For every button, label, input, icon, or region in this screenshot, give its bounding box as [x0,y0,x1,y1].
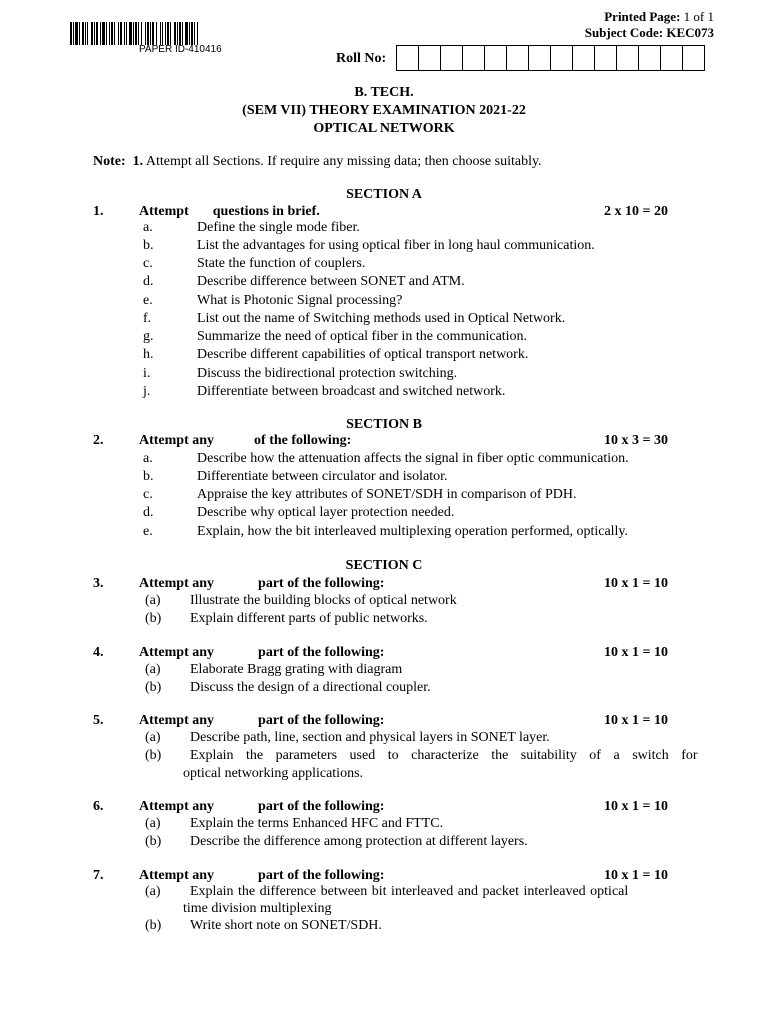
question-number: 2. [93,433,104,448]
instruction-end: questions in brief. [212,204,320,219]
part-text: Illustrate the building blocks of optical network [190,593,457,608]
instruction-start: Attempt [139,204,189,219]
roll-no-box[interactable] [396,45,419,71]
question-number: 4. [93,645,104,660]
instruction-end: of the following: [254,433,352,448]
part-letter: (b) [145,834,162,849]
question-marks: 10 x 1 = 10 [604,576,668,591]
subject-title: OPTICAL NETWORK [313,121,455,136]
instruction-end: part of the following: [258,576,385,591]
part-text: Explain the difference between bit interleaved and packet interleaved optical [190,884,629,899]
item-text: Summarize the need of optical fiber in the communication. [197,329,528,344]
question-instruction [139,868,384,884]
part-letter: (a) [145,816,161,831]
question-instruction [139,645,384,661]
instruction-end: part of the following: [258,645,385,660]
question-instruction [139,799,384,815]
item-letter: d. [143,505,154,520]
section-b-title: SECTION B [346,417,422,432]
item-letter: e. [143,293,153,308]
question-marks: 10 x 1 = 10 [604,713,668,728]
item-text: List the advantages for using optical fiber in long haul communication. [197,238,595,253]
item-letter: b. [143,469,154,484]
note-text: Attempt all Sections. If require any missing data; then choose suitably. [145,154,542,169]
item-text: Appraise the key attributes of SONET/SDH in comparison of PDH. [197,487,577,502]
roll-no-box[interactable] [440,45,463,71]
instruction-start: Attempt any [139,799,215,814]
item-text: Describe different capabilities of optical transport network. [197,347,529,362]
question-number: 3. [93,576,104,591]
item-text: Differentiate between broadcast and switched network. [197,384,506,399]
part-text: Explain different parts of public networks. [190,611,428,626]
roll-no-box[interactable] [484,45,507,71]
item-letter: d. [143,274,154,289]
question-instruction [139,433,351,449]
part-letter: (a) [145,884,161,899]
part-letter: (b) [145,918,162,933]
question-instruction [139,204,320,220]
printed-page-value: 1 of 1 [683,9,714,24]
roll-no-box[interactable] [682,45,705,71]
part-text: Describe path, line, section and physical layers in SONET layer. [190,730,550,745]
question-marks: 10 x 1 = 10 [604,868,668,883]
item-letter: a. [143,451,153,466]
item-text: Differentiate between circulator and isolator. [197,469,448,484]
note-label: Note: [93,154,126,169]
roll-no-box[interactable] [506,45,529,71]
item-text: Explain, how the bit interleaved multiplexing operation performed, optically. [197,524,629,539]
printed-page [604,9,714,25]
question-instruction [139,576,384,592]
instruction-start: Attempt any [139,433,215,448]
question-marks: 2 x 10 = 20 [604,204,668,219]
subject-code-value: KEC073 [666,25,714,40]
item-letter: j. [143,384,151,399]
barcode [70,22,299,45]
instruction-start: Attempt any [139,713,215,728]
question-number: 1. [93,204,104,219]
part-text: Explain the parameters used to characterize the suitability of a switch for [190,748,698,763]
part-letter: (b) [145,680,162,695]
question-number: 5. [93,713,104,728]
printed-page-label: Printed Page: [604,9,681,24]
roll-no-box[interactable] [594,45,617,71]
part-letter: (b) [145,611,162,626]
instruction-end: part of the following: [258,713,385,728]
item-text: What is Photonic Signal processing? [197,293,403,308]
instruction-start: Attempt any [139,868,215,883]
item-letter: h. [143,347,154,362]
item-text: Describe why optical layer protection needed. [197,505,455,520]
roll-no-box[interactable] [418,45,441,71]
roll-no-box[interactable] [638,45,661,71]
question-marks: 10 x 1 = 10 [604,799,668,814]
part-text: Elaborate Bragg grating with diagram [190,662,403,677]
note-number: 1. [132,154,144,169]
item-letter: f. [143,311,152,326]
roll-no-box[interactable] [616,45,639,71]
item-text: List out the name of Switching methods used in Optical Network. [197,311,566,326]
item-letter: c. [143,487,153,502]
part-text-continued: time division multiplexing [183,901,332,916]
roll-no-box[interactable] [462,45,485,71]
part-letter: (a) [145,730,161,745]
item-letter: e. [143,524,153,539]
item-letter: g. [143,329,154,344]
item-text: State the function of couplers. [197,256,366,271]
part-text: Explain the terms Enhanced HFC and FTTC. [190,816,444,831]
part-text: Discuss the design of a directional coupler. [190,680,431,695]
exam-title: (SEM VII) THEORY EXAMINATION 2021-22 [242,103,526,118]
item-text: Describe difference between SONET and ATM. [197,274,465,289]
item-text: Define the single mode fiber. [197,220,360,235]
roll-no-box[interactable] [660,45,683,71]
roll-no-label: Roll No: [336,51,387,66]
part-letter: (a) [145,662,161,677]
question-number: 7. [93,868,104,883]
section-a-title: SECTION A [346,187,422,202]
degree-title: B. TECH. [354,85,414,100]
subject-code-label: Subject Code: [584,25,664,40]
item-text: Describe how the attenuation affects the signal in fiber optic communication. [197,451,629,466]
instruction-end: part of the following: [258,868,385,883]
instruction-start: Attempt any [139,645,215,660]
roll-no-box[interactable] [572,45,595,71]
question-marks: 10 x 1 = 10 [604,645,668,660]
section-c-title: SECTION C [345,558,423,573]
item-letter: a. [143,220,153,235]
part-text-continued: optical networking applications. [183,766,364,781]
part-text: Describe the difference among protection at different layers. [190,834,528,849]
part-letter: (b) [145,748,162,763]
roll-no-box[interactable] [550,45,573,71]
question-number: 6. [93,799,104,814]
question-marks: 10 x 3 = 30 [604,433,668,448]
roll-no-boxes[interactable] [397,45,705,71]
part-letter: (a) [145,593,161,608]
item-letter: i. [143,366,151,381]
item-text: Discuss the bidirectional protection switching. [197,366,458,381]
subject-code [585,25,714,41]
item-letter: c. [143,256,153,271]
paper-id: PAPER ID-410416 [139,44,222,55]
item-letter: b. [143,238,154,253]
part-text: Write short note on SONET/SDH. [190,918,382,933]
note [93,154,542,170]
instruction-start: Attempt any [139,576,215,591]
roll-no-box[interactable] [528,45,551,71]
question-instruction [139,713,384,729]
instruction-end: part of the following: [258,799,385,814]
